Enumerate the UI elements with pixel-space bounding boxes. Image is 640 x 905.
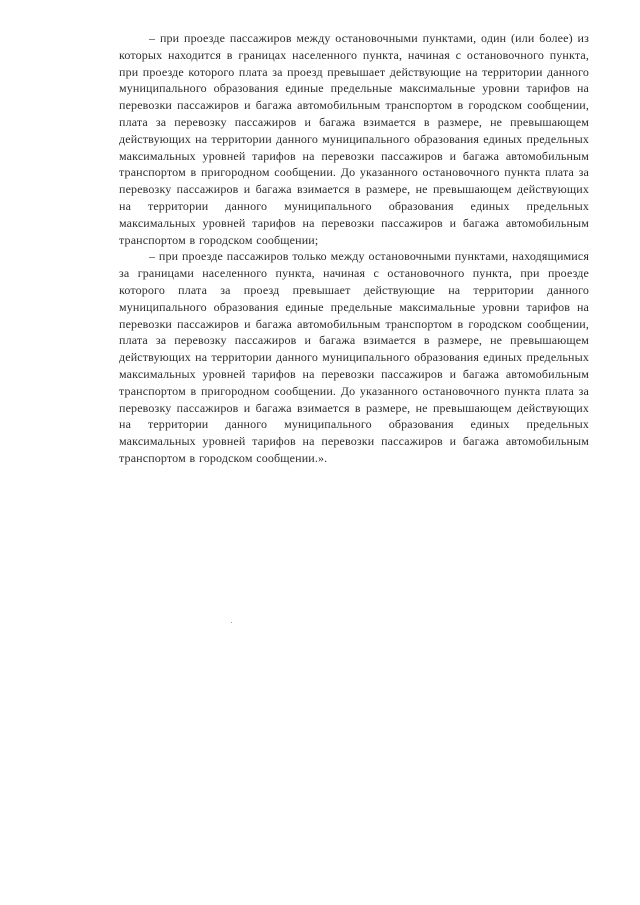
paragraph-outside-settlement: – при проезде пассажиров только между остановочными пунктами, находящимися за границами населенного пункта, начиная с остановочного пункта, при проезде которого плата за проезд превышает действующие на территории данного муниципального образования единые предельные максимальные уровни тарифов на перевозки пассажиров и багажа автомобильным транспортом в городском сообщении, плата за перевозку пассажиров и багажа взимается в размере, не превышающем действующих на территории данного муниципального образования единых предельных максимальных уровней тарифов на перевозки пассажиров и багажа автомобильным транспортом в пригородном сообщении. До указанного остановочного пункта плата за перевозку пассажиров и багажа взимается в размере, не превышающем действующих на территории данного муниципального образования единых предельных максимальных уровней тарифов на перевозки пассажиров и багажа автомобильным транспортом в городском сообщении.». [119,249,589,465]
scan-speck [231,622,232,623]
document-body [119,30,589,467]
paragraph-intercity-with-settlement: – при проезде пассажиров между остановочными пунктами, один (или более) из которых находится в границах населенного пункта, начиная с остановочного пункта, при проезде которого плата за проезд превышает действующие на территории данного муниципального образования единые предельные максимальные уровни тарифов на перевозки пассажиров и багажа автомобильным транспортом в городском сообщении, плата за перевозку пассажиров и багажа взимается в размере, не превышающем действующих на территории данного муниципального образования единых предельных максимальных уровней тарифов на перевозки пассажиров и багажа автомобильным транспортом в пригородном сообщении. До указанного остановочного пункта плата за перевозку пассажиров и багажа взимается в размере, не превышающем действующих на территории данного муниципального образования единых предельных максимальных уровней тарифов на перевозки пассажиров и багажа автомобильным транспортом в городском сообщении; [119,31,589,247]
